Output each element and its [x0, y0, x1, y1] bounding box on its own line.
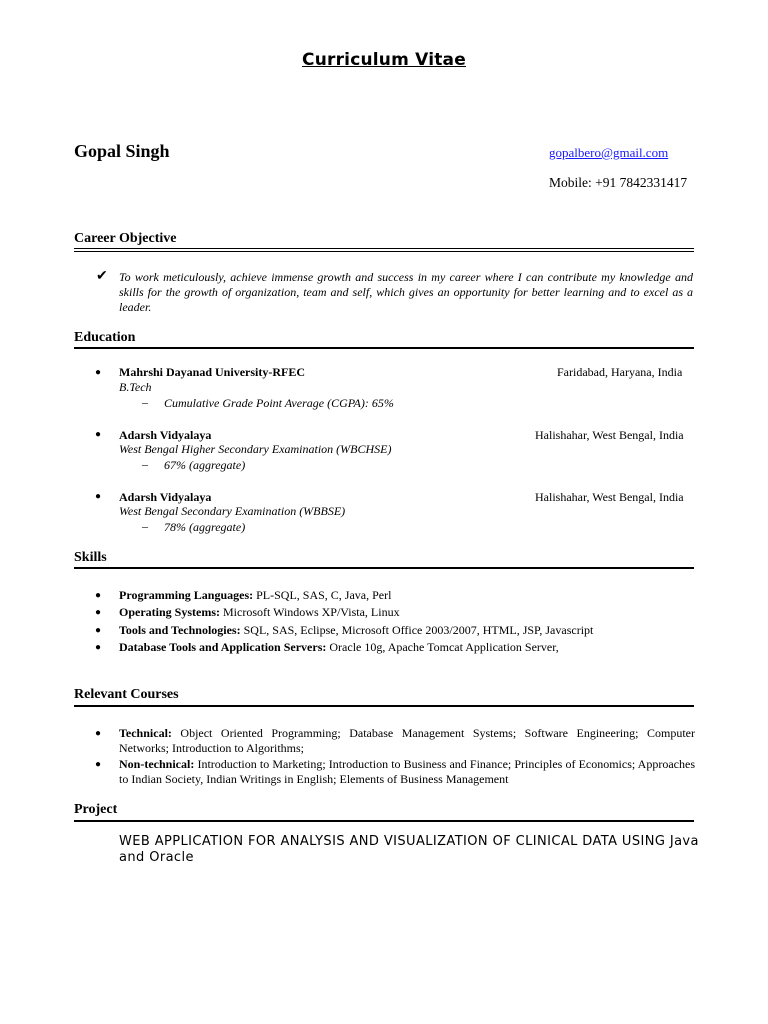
bullet-icon: ●: [95, 367, 102, 378]
course-item: [119, 726, 695, 756]
dash-icon: –: [142, 395, 148, 409]
skill-label: Database Tools and Application Servers:: [119, 640, 327, 654]
course-label: Non-technical:: [119, 757, 195, 771]
document-title: Curriculum Vitae: [302, 50, 466, 70]
skills-heading: Skills: [74, 550, 107, 565]
section-divider: [74, 820, 694, 822]
relevant-courses-heading: Relevant Courses: [74, 687, 179, 702]
section-divider: [74, 248, 694, 252]
bullet-icon: ●: [95, 625, 102, 636]
section-divider: [74, 567, 694, 569]
course-item: [119, 757, 695, 787]
skill-item: [119, 623, 593, 638]
skill-item: [119, 605, 400, 620]
skill-value: PL-SQL, SAS, C, Java, Perl: [253, 588, 392, 602]
course-value: Introduction to Marketing; Introduction to Business and Finance; Principles of Economics; Approaches to Indian Society, Indian Writings in English; Elements of Business Management: [119, 757, 695, 786]
education-institution: Adarsh Vidyalaya: [119, 490, 212, 504]
education-score: Cumulative Grade Point Average (CGPA): 65%: [164, 396, 394, 410]
bullet-icon: ●: [95, 429, 102, 440]
education-location: Halishahar, West Bengal, India: [535, 490, 684, 504]
course-value: Object Oriented Programming; Database Management Systems; Software Engineering; Computer Networks; Introduction to Algorithms;: [119, 726, 695, 755]
bullet-icon: ●: [95, 728, 102, 739]
education-qualification: West Bengal Higher Secondary Examination (WBCHSE): [119, 442, 392, 456]
skill-label: Tools and Technologies:: [119, 623, 241, 637]
project-title: WEB APPLICATION FOR ANALYSIS AND VISUALIZATION OF CLINICAL DATA USING Java and Oracle: [119, 834, 699, 865]
dash-icon: –: [142, 457, 148, 471]
email-link[interactable]: gopalbero@gmail.com: [549, 145, 669, 160]
bullet-icon: ●: [95, 759, 102, 770]
bullet-icon: ●: [95, 642, 102, 653]
education-institution: Mahrshi Dayanad University-RFEC: [119, 365, 306, 379]
bullet-icon: ●: [95, 491, 102, 502]
education-institution: Adarsh Vidyalaya: [119, 428, 212, 442]
section-divider: [74, 705, 694, 707]
skill-value: Oracle 10g, Apache Tomcat Application Server,: [326, 640, 559, 654]
skill-label: Programming Languages:: [119, 588, 254, 602]
education-heading: Education: [74, 330, 136, 345]
skill-value: Microsoft Windows XP/Vista, Linux: [220, 605, 400, 619]
candidate-name: Gopal Singh: [74, 141, 170, 161]
bullet-icon: ●: [95, 590, 102, 601]
skill-value: SQL, SAS, Eclipse, Microsoft Office 2003/2007, HTML, JSP, Javascript: [240, 623, 594, 637]
skill-item: [119, 588, 391, 603]
skill-label: Operating Systems:: [119, 605, 220, 619]
checkmark-icon: ✔: [96, 269, 108, 284]
education-qualification: B.Tech: [119, 380, 152, 394]
career-objective-text: To work meticulously, achieve immense growth and success in my career where I can contribute my knowledge and skills for the growth of organization, team and self, which gives an opportunity for better learning and to excel as a leader.: [119, 270, 693, 314]
section-divider: [74, 347, 694, 349]
education-location: Halishahar, West Bengal, India: [535, 428, 684, 442]
education-location: Faridabad, Haryana, India: [557, 365, 683, 379]
course-label: Technical:: [119, 726, 172, 740]
skill-item: [119, 640, 559, 655]
career-objective-heading: Career Objective: [74, 231, 177, 246]
education-score: 78% (aggregate): [164, 520, 246, 534]
mobile-number: Mobile: +91 7842331417: [549, 175, 688, 190]
education-qualification: West Bengal Secondary Examination (WBBSE): [119, 504, 346, 518]
dash-icon: –: [142, 519, 148, 533]
project-heading: Project: [74, 802, 118, 817]
education-score: 67% (aggregate): [164, 458, 246, 472]
bullet-icon: ●: [95, 607, 102, 618]
